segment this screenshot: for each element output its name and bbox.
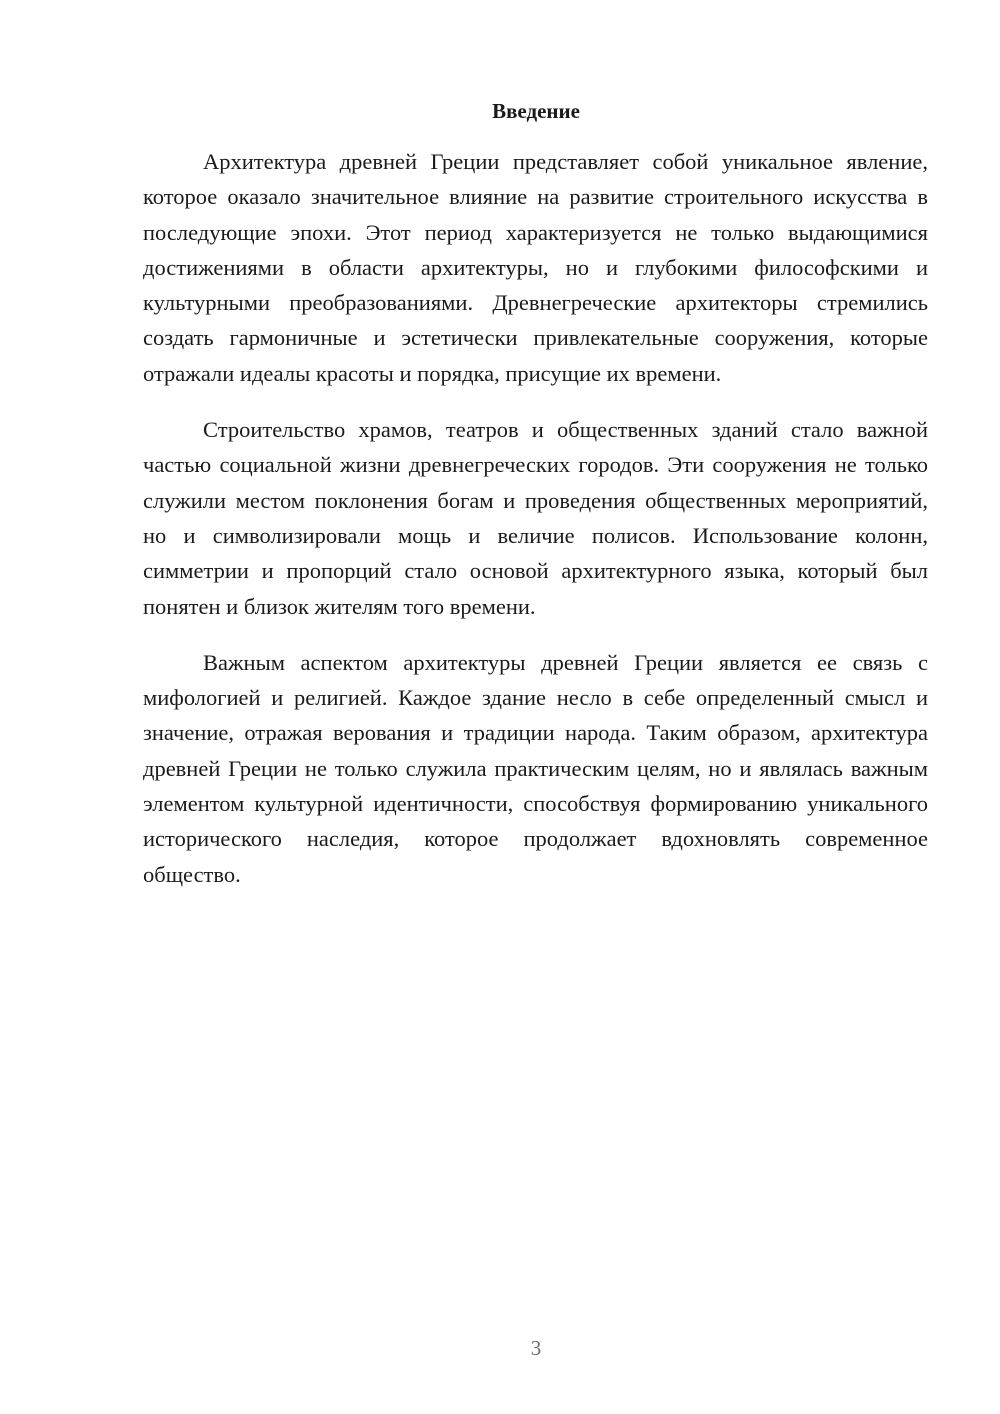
page-title: Введение <box>492 99 580 123</box>
paragraph-1: Архитектура древней Греции представляет собой уникальное явление, которое оказало значительное влияние на развитие строительного искусства в последующие эпохи. Этот период характеризуется не только выдающимися достижениями в области архитектуры, но и глубокими философскими и культурными преобразованиями. Древнегреческие архитекторы стремились создать гармоничные и эстетически привлекательные сооружения, которые отражали идеалы красоты и порядка, присущие их времени. <box>143 149 928 386</box>
paragraph-2: Строительство храмов, театров и общественных зданий стало важной частью социальной жизни древнегреческих городов. Эти сооружения не только служили местом поклонения богам и проведения общественных мероприятий, но и символизировали мощь и величие полисов. Использование колонн, симметрии и пропорций стало основой архитектурного языка, который был понятен и близок жителям того времени. <box>143 417 928 619</box>
paragraph-3: Важным аспектом архитектуры древней Греции является ее связь с мифологией и религией. Каждое здание несло в себе определенный смысл и значение, отражая верования и традиции народа. Таким образом, архитектура древней Греции не только служила практическим целям, но и являлась важным элементом культурной идентичности, способствуя формированию уникального исторического наследия, которое продолжает вдохновлять современное общество. <box>143 649 928 887</box>
page-number: 3 <box>530 1336 542 1360</box>
body-text <box>143 144 928 913</box>
